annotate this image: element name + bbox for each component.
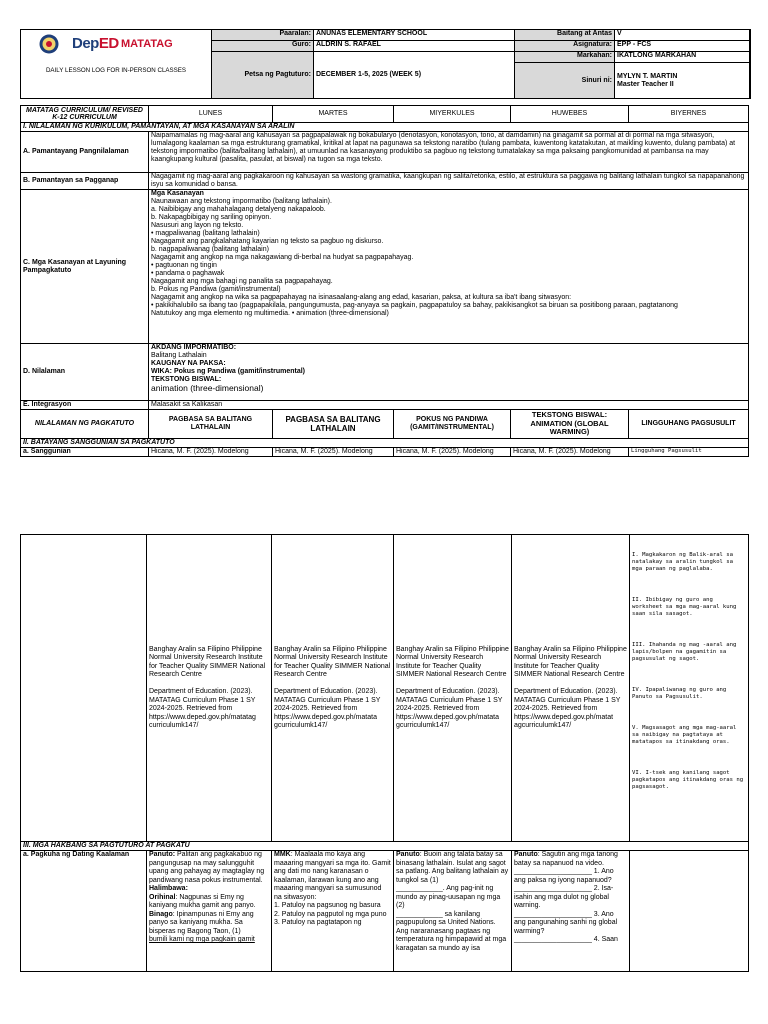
kasanayan-line: b. Pokus ng Pandiwa (gamit/instrumental) [151, 286, 281, 293]
paaralan-label: Paaralan: [212, 30, 314, 41]
label-nilalaman-ng-pagkatuto: NILALAMAN NG PAGKATUTO [21, 410, 149, 439]
activity-lunes: Panuto: Palitan ang pagkakabuo ng pangungusap na may salungguhit upang ang pahayag ay magtaglay ng pandiwang nasa pokus instrumental. Halimbawa: Orihinal: Nagpunas si Emy ng kaniyang mukha gamit ang panyo. Binago: Ipinampunas ni Emy ang panyo sa kaniyang mukha. Sa bisperas ng Bagong Taon, (1) bumili kami ng mga pagkain gamit [147, 851, 272, 972]
nilalaman-paksa-heading: KAUGNAY NA PAKSA: [151, 360, 226, 367]
pagkatuto-lunes: PAGBASA SA BALITANG LATHALAIN [149, 410, 273, 439]
friday-step: III. Ihahanda ng mag -aaral ang lapis/bolpen na gagamitin sa pagsusulat ng sagot. [632, 642, 737, 662]
reference-huwebes: Banghay Aralin sa Filipino Philippine Normal University Research Institute for Teacher Quality SIMMER National Research Centre Department of Education. (2023). MATATAG Curriculum Phase 1 SY 2024-2025. Retrieved from https://www.deped.gov.ph/matat agcurriculumk147/ [512, 535, 630, 842]
kasanayan-line: • pagtuonan ng tingin [151, 262, 217, 269]
nilalaman-wika: WIKA: Pokus ng Pandiwa (gamit/instrumental) [151, 368, 306, 375]
label-pamantayan-sa-pagganap: B. Pamantayan sa Pagganap [21, 173, 149, 190]
activity-huwebes: Panuto: Sagutin ang mga tanong batay sa napanuod na video. ____________________ 1. Ano ang paksa ng iyong napanuod? ____________________ 2. Isa-isahin ang mga dulot ng global warning. ____________________ 3. Ano ang pangunahing sanhi ng global warming? ____________________ 4. Saan [512, 851, 630, 972]
section-3-title: III. MGA HAKBANG SA PAGTUTURO AT PAGKATU [21, 842, 749, 851]
kasanayan-line: • pakikihalubilo sa ibang tao (pagpapakilala, pangungumusta, pag-anyaya sa pagkain, pagpapatuloy sa bahay, pakikisangkot sa biruan sa positibong paraan, pagtatanong [151, 302, 678, 309]
kasanayan-line: • pandama o paghawak [151, 270, 225, 277]
nilalaman-biswal-heading: TEKSTONG BISWAL: [151, 376, 222, 383]
label-integrasyon: E. Integrasyon [21, 401, 149, 410]
label-mga-kasanayan: C. Mga Kasanayan at Layuning Pampagkatuto [21, 190, 149, 344]
sinuri-value [615, 63, 751, 99]
reference-lunes: Banghay Aralin sa Filipino Philippine Normal University Research Institute for Teacher Quality SIMMER National Research Centre Department of Education. (2023). MATATAG Curriculum Phase 1 SY 2024-2025. Retrieved from https://www.deped.gov.ph/matatag curriculumk147/ [147, 535, 272, 842]
text-mga-kasanayan [149, 190, 749, 344]
reference-miyerkules: Banghay Aralin sa Filipino Philippine Normal University Research Institute for Teacher Quality SIMMER National Research Centre Department of Education. (2023). MATATAG Curriculum Phase 1 SY 2024-2025. Retrieved from https://www.deped.gov.ph/matata gcurriculumk147/ [394, 535, 512, 842]
dll-page2-table [20, 534, 749, 972]
friday-step: VI. I-tsek ang kanilang sagot pagkatapos ang itinakdang oras ng pagsasagot. [632, 770, 744, 790]
kasanayan-line: Nagagamit ang angkop na mga nakagawiang di-berbal na hudyat sa pagpapahayag. [151, 254, 414, 261]
label-nilalaman: D. Nilalaman [21, 344, 149, 401]
kasanayan-line: Nagagamit ang angkop na wika sa pagpapahayag na isinasaalang-alang ang edad, kasarian, paksa, at kultura sa iba't ibang sitwasyon: [151, 294, 572, 301]
text-nilalaman [149, 344, 749, 401]
guro-label: Guro: [212, 41, 314, 52]
dll-title: DAILY LESSON LOG FOR IN-PERSON CLASSES [45, 67, 187, 74]
kasanayan-line: a. Naibibigay ang mahahalagang detalyeng nakapaloob. [151, 206, 326, 213]
text-pamantayan-sa-pagganap: Nagagamit ng mag-aaral ang pagkakaroon ng kahusayan sa wastong gramatika, kaangkupan ng salita/retorika, estilo, at estruktura sa paggawa ng balitang lathalain tungkol sa napapanahong isyu sa komunidad o bansa. [149, 173, 749, 190]
asignatura-value: EPP - FCS [615, 41, 751, 52]
activity-biyernes [630, 851, 749, 972]
dll-main-table [20, 105, 749, 457]
markahan-value: IKATLONG MARKAHAN [615, 52, 751, 63]
sinuri-name: MYLYN T. MARTIN [617, 72, 678, 80]
paaralan-value: ANUNAS ELEMENTARY SCHOOL [314, 30, 515, 41]
kasanayan-line: b. nagpapaliwanag (balitang lathalain) [151, 246, 269, 253]
asignatura-label: Asignatura: [515, 41, 615, 52]
day-martes: MARTES [273, 106, 394, 123]
pagkatuto-miyerkules: POKUS NG PANDIWA (GAMIT/INSTRUMENTAL) [394, 410, 511, 439]
sanggunian-lunes: Hicana, M. F. (2025). Modelong [149, 448, 273, 457]
day-huwebes: HUWEBES [511, 106, 629, 123]
curriculum-header: MATATAG CURRICULUM/ REVISED K-12 CURRICULUM [21, 106, 149, 123]
deped-logo: DepED [72, 35, 119, 52]
pagkatuto-huwebes: TEKSTONG BISWAL: ANIMATION (GLOBAL WARMING) [511, 410, 629, 439]
kasanayan-line: Naunawaan ang tekstong impormatibo (balitang lathalain). [151, 198, 332, 205]
kasanayan-line: Nasusuri ang layon ng teksto. [151, 222, 244, 229]
sanggunian-huwebes: Hicana, M. F. (2025). Modelong [511, 448, 629, 457]
activity-martes: MMK: Maalaala mo kaya ang maaaring mangyari sa mga ito. Gamit ang dati mo nang karanasan o kaalaman, ilarawan kung ano ang maaaring mangyari sa sumusunod na sitwasyon: 1. Patuloy na pagsunog ng basura 2. Patuloy na pagputol ng mga puno 3. Patuloy na pagtatapon ng [272, 851, 394, 972]
section-2-title: II. BATAYANG SANGGUNIAN SA PAGKATUTO [21, 439, 749, 448]
pagkatuto-biyernes: LINGGUHANG PAGSUSULIT [629, 410, 749, 439]
label-pamantayang-pangnilalaman: A. Pamantayang Pangnilalaman [21, 132, 149, 173]
day-biyernes: BIYERNES [629, 106, 749, 123]
deped-seal-icon [39, 34, 59, 54]
kasanayan-heading: Mga Kasanayan [151, 190, 204, 197]
kasanayan-line: • magpaliwanag (balitang lathalain) [151, 230, 260, 237]
sanggunian-martes: Hicana, M. F. (2025). Modelong [273, 448, 394, 457]
day-lunes: LUNES [149, 106, 273, 123]
friday-steps [630, 535, 749, 842]
header-info-table [211, 29, 751, 99]
friday-step: V. Magsasagot ang mga mag-aaral sa naibigay na pagtataya at matatapos sa itinakdang oras. [632, 725, 737, 745]
text-integrasyon: Malasakit sa Kalikasan [149, 401, 749, 410]
section-1-title: I. NILALAMAN NG KURIKULUM, PAMANTAYAN, AT MGA KASANAYAN SA ARALIN [21, 123, 749, 132]
sinuri-title: Master Teacher II [617, 80, 674, 88]
friday-step: I. Magkakaron ng Balik-aral sa natalakay sa aralin tungkol sa mga paraan ng paglalaba. [632, 552, 734, 572]
sanggunian-biyernes: Lingguhang Pagsusulit [629, 448, 749, 457]
text-pamantayang-pangnilalaman: Naipamamalas ng mag-aaral ang kahusayan sa pagpapalawak ng bokabularyo (denotasyon, konotasyon, tono, at damdamin) na ginagamit sa pormal at di pormal na mga sitwasyon, lumalagong kaalaman sa mga estrukturang gramatikal, kritikal at lapat na pagunawa sa tekstong naratibo (tulang pambata, kuwentong katatakutan, at maikling kuwento, dulang pambata) at tekstong impormatibo (balita/balitang lathalain), at umuunlad na kasanayang produktibo sa pagbuo ng tekstong tumatalakay sa mga paksaing pangkomunidad at pambansa na may kaangkupang kultural (pasalita, pasulat, at biswal) na tugon sa mga teksto. [149, 132, 749, 173]
label-pagkuha-ng-dating-kaalaman: a. Pagkuha ng Dating Kaalaman [21, 851, 147, 972]
day-miyerkules: MIYERKULES [394, 106, 511, 123]
reference-martes: Banghay Aralin sa Filipino Philippine Normal University Research Institute for Teacher Quality SIMMER National Research Centre Department of Education. (2023). MATATAG Curriculum Phase 1 SY 2024-2025. Retrieved from https://www.deped.gov.ph/matata gcurriculumk147/ [272, 535, 394, 842]
nilalaman-akda-heading: AKDANG IMPORMATIBO: [151, 344, 237, 351]
activity-miyerkules: Panuto: Buoin ang talata batay sa binasang lathalain. Isulat ang sagot sa patlang. Ang balitang lathalain ay tungkol sa (1) ____________. Ang pag-init ng mundo ay pinag-uusapan ng mga (2) ____________ sa kanilang pagpupulong sa United Nations. Ang nararanasang pagtaas ng temperatura ng himpapawid at mga karagatan sa mundo ay isa [394, 851, 512, 972]
petsa-label: Petsa ng Pagtuturo: [212, 52, 314, 99]
kasanayan-line: Nagagamit ang mga bahagi ng panalita sa pagpapahayag. [151, 278, 333, 285]
friday-step: IV. Ipapaliwanag ng guro ang Panuto sa Pagsusulit. [632, 687, 727, 700]
kasanayan-line: Natutukoy ang mga elemento ng multimedia. • animation (three-dimensional) [151, 310, 389, 317]
guro-value: ALDRIN S. RAFAEL [314, 41, 515, 52]
header-block [20, 29, 750, 99]
label-sanggunian: a. Sanggunian [21, 448, 149, 457]
sinuri-label: Sinuri ni: [515, 63, 615, 99]
baitang-label: Baitang at Antas [515, 30, 615, 41]
markahan-label: Markahan: [515, 52, 615, 63]
page2-label-blank [21, 535, 147, 842]
friday-step: II. Ibibigay ng guro ang worksheet sa mga mag-aaral kung saan sila sasagot. [632, 597, 737, 617]
nilalaman-akda-value: Balitang Lathalain [151, 352, 207, 359]
petsa-value: DECEMBER 1-5, 2025 (WEEK 5) [314, 52, 515, 99]
logo-area [39, 34, 199, 58]
sanggunian-miyerkules: Hicana, M. F. (2025). Modelong [394, 448, 511, 457]
nilalaman-biswal-value: animation (three-dimensional) [151, 383, 264, 393]
pagkatuto-martes: PAGBASA SA BALITANG LATHALAIN [273, 410, 394, 439]
kasanayan-line: Nagagamit ang pangkalahatang kayarian ng teksto sa pagbuo ng diskurso. [151, 238, 384, 245]
matatag-logo: MATATAG [121, 38, 173, 50]
baitang-value: V [615, 30, 751, 41]
kasanayan-line: b. Nakapagbibigay ng sariling opinyon. [151, 214, 272, 221]
